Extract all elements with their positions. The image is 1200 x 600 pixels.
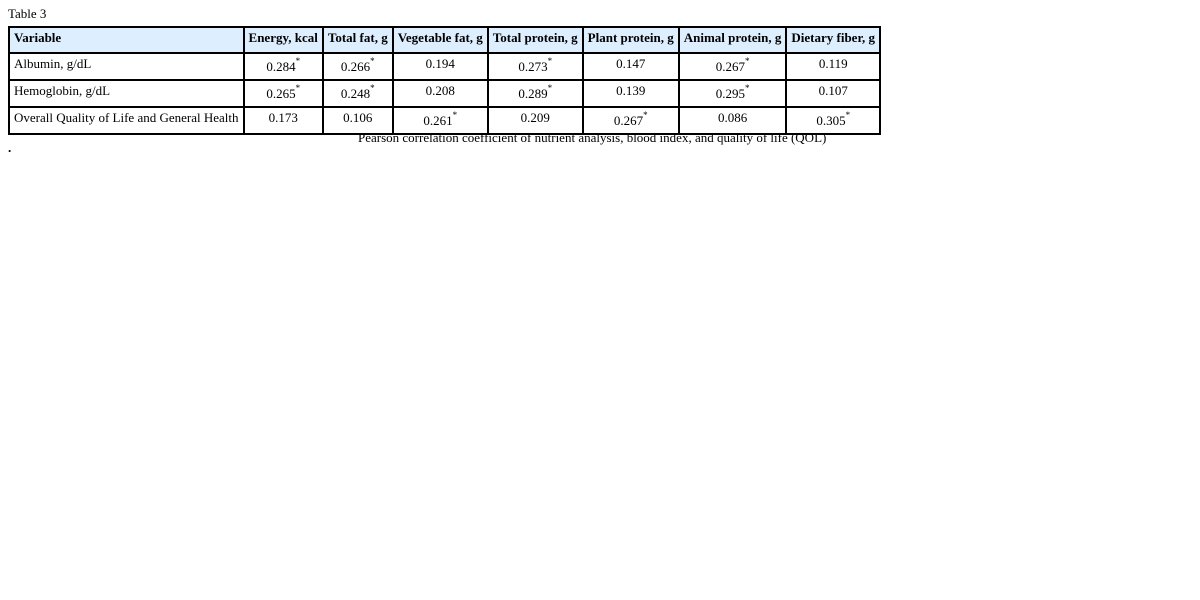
header-animal-protein: Animal protein, g <box>679 27 787 53</box>
table-cell: 0.267* <box>583 107 679 134</box>
table-cell: 0.305* <box>786 107 880 134</box>
table-cell: 0.209 <box>488 107 583 134</box>
table-row <box>9 80 880 107</box>
table-cell: 0.139 <box>583 80 679 107</box>
table-header-row <box>9 27 880 53</box>
table-cell: 0.265* <box>244 80 323 107</box>
table-cell: 0.147 <box>583 53 679 80</box>
table-cell: 0.273* <box>488 53 583 80</box>
table-label: Table 3 <box>8 6 47 21</box>
table-row <box>9 53 880 80</box>
table-cell: 0.284* <box>244 53 323 80</box>
header-plant-protein: Plant protein, g <box>583 27 679 53</box>
row-label-quality-of-life: Overall Quality of Life and General Health <box>9 107 244 134</box>
table-cell: 0.289* <box>488 80 583 107</box>
header-variable: Variable <box>9 27 244 53</box>
table-cell: 0.106 <box>323 107 393 134</box>
table-cell: 0.173 <box>244 107 323 134</box>
header-total-protein: Total protein, g <box>488 27 583 53</box>
table-caption: Pearson correlation coefficient of nutrient analysis, blood index, and quality of life (QOL) <box>358 130 827 145</box>
table-cell: 0.194 <box>393 53 488 80</box>
table-cell: 0.267* <box>679 53 787 80</box>
table-cell: 0.248* <box>323 80 393 107</box>
table-cell: 0.119 <box>786 53 880 80</box>
header-vegetable-fat: Vegetable fat, g <box>393 27 488 53</box>
table-cell: 0.266* <box>323 53 393 80</box>
header-total-fat: Total fat, g <box>323 27 393 53</box>
table-cell: 0.261* <box>393 107 488 134</box>
table-cell: 0.107 <box>786 80 880 107</box>
row-label-hemoglobin: Hemoglobin, g/dL <box>9 80 244 107</box>
footnote-dot: . <box>8 140 12 155</box>
table-cell: 0.295* <box>679 80 787 107</box>
table-cell: 0.086 <box>679 107 787 134</box>
correlation-table <box>8 26 881 135</box>
header-dietary-fiber: Dietary fiber, g <box>786 27 880 53</box>
header-energy: Energy, kcal <box>244 27 323 53</box>
table-cell: 0.208 <box>393 80 488 107</box>
row-label-albumin: Albumin, g/dL <box>9 53 244 80</box>
